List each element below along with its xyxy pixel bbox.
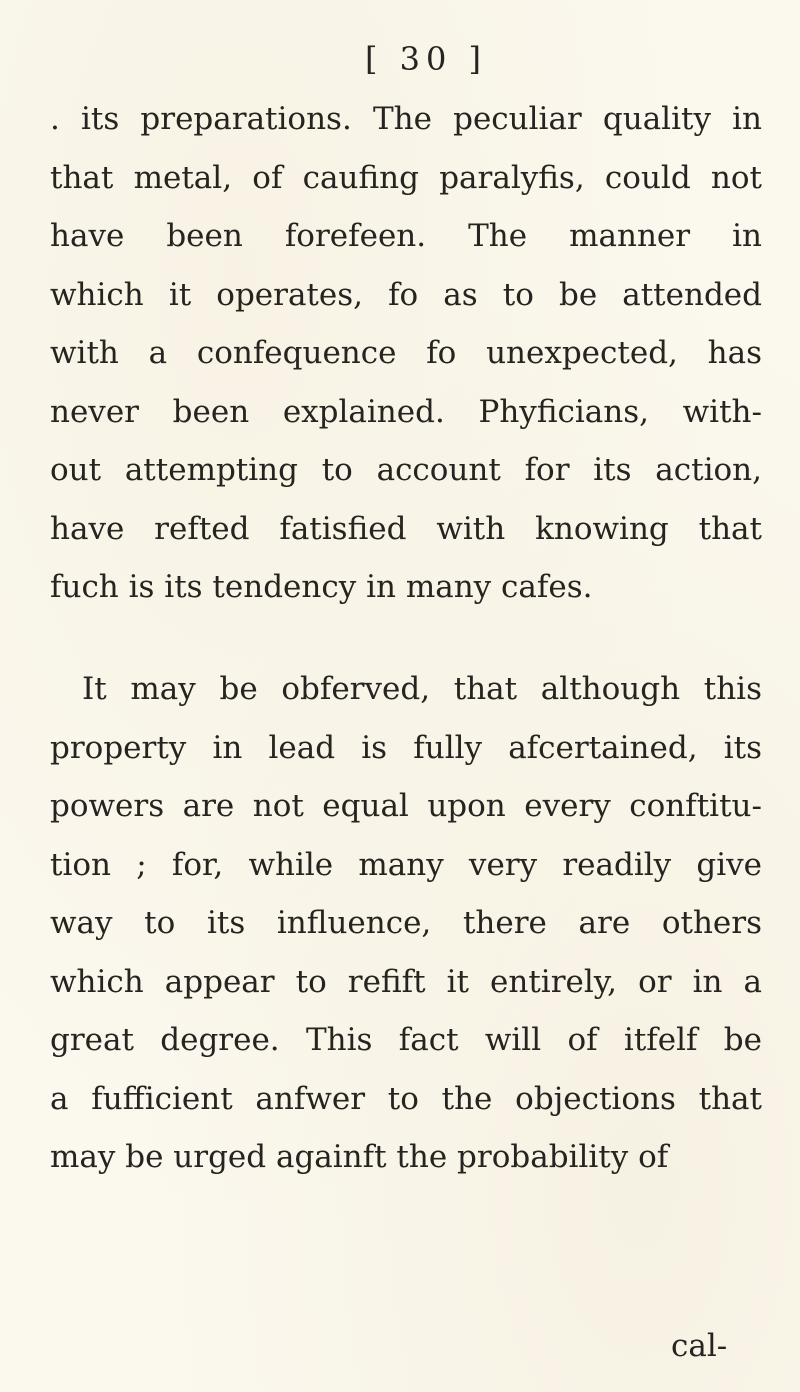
text-line: which it operates, fo as to be attended	[50, 276, 762, 313]
text-line: have been forefeen. The manner in	[50, 218, 762, 254]
text-line: It may be obferved, that although this	[82, 671, 762, 707]
text-line: tion ; for, while many very readily give	[50, 846, 762, 883]
text-line: that metal, of caufing paralyfis, could not	[50, 159, 762, 196]
page-number: [ 30 ]	[365, 40, 488, 78]
text-line: powers are not equal upon every conftitu-	[50, 788, 762, 824]
catchword: cal-	[671, 1328, 728, 1364]
text-line: . its preparations. The peculiar quality in	[50, 101, 762, 137]
paragraph-2	[50, 660, 762, 1187]
text-line: which appear to refift it entirely, or in a	[50, 963, 762, 1000]
text-line: have refted fatisfied with knowing that	[50, 510, 762, 547]
text-line: with a confequence fo unexpected, has	[50, 335, 762, 371]
text-line: may be urged againft the probability of	[50, 1139, 669, 1175]
text-line: way to its influence, there are others	[50, 905, 762, 941]
text-line: out attempting to account for its action,	[50, 452, 762, 488]
text-line: fuch is its tendency in many cafes.	[50, 569, 593, 605]
text-line: never been explained. Phyficians, with-	[50, 393, 762, 430]
text-line: a fufficient anfwer to the objections that	[50, 1080, 762, 1117]
text-line: property in lead is fully afcertained, its	[50, 729, 762, 766]
text-line: great degree. This fact will of itfelf be	[50, 1022, 762, 1058]
paragraph-1	[50, 90, 762, 617]
